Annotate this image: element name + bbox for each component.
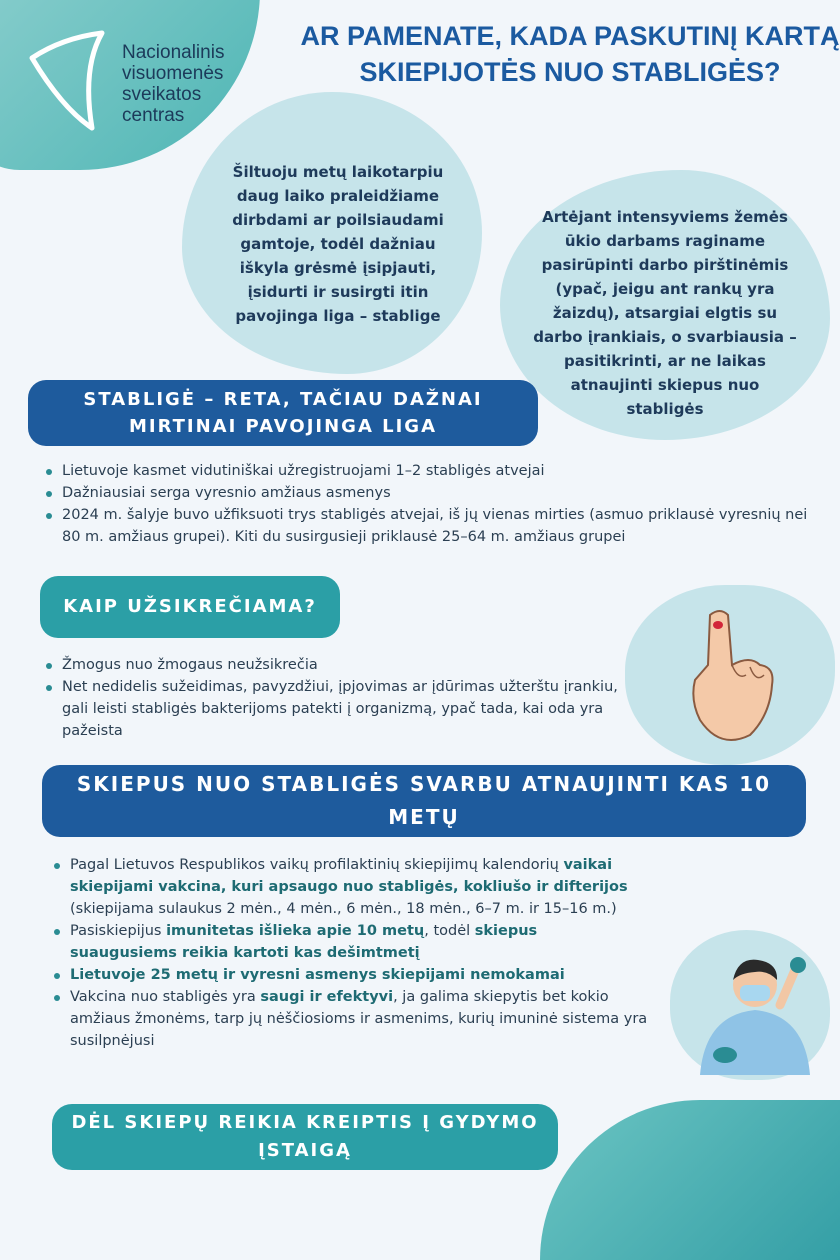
finger-cut-icon — [680, 605, 790, 755]
page-title: AR PAMENATE, KADA PASKUTINĮ KARTĄ SKIEPIJOTĖS NUO STABLIGĖS? — [300, 21, 840, 87]
list-item — [48, 854, 648, 920]
list-item: Net nedidelis sužeidimas, pavyzdžiui, įpjovimas ar įdūrimas užterštu įrankiu, gali leisti stabligės bakterijoms patekti į organizmą, ypač tada, kai oda yra pažeista — [40, 676, 640, 742]
section2-list — [40, 654, 640, 742]
logo-line: centras — [122, 105, 185, 126]
logo-line: visuomenės — [122, 63, 224, 84]
bubble-left-text: Šiltuoju metų laikotarpiu daug laiko praleidžiame dirbdami ar poilsiaudami gamtoje, todėl dažniau iškyla grėsmė įsipjauti, įsidurti ir susirgti itin pavojinga liga – stablige — [232, 163, 444, 325]
item-bold: saugi ir efektyvi — [260, 989, 394, 1005]
list-item: 2024 m. šalyje buvo užfiksuoti trys stabligės atvejai, iš jų vienas mirties (asmuo priklausė vyresnių nei 80 m. amžiaus grupei). Kiti du susirgusieji priklausė 25–64 m. amžiaus grupei — [40, 504, 830, 548]
item-text: Pasiskiepijus — [70, 923, 167, 939]
list-item — [48, 964, 648, 986]
item-text: , ja galima skiepytis bet kokio amžiaus žmonėms, tarp jų nėščiosioms ir asmenims, kurių imuninė sistema yra susilpnėjusi — [70, 989, 648, 1049]
list-item: Dažniausiai serga vyresnio amžiaus asmenys — [40, 482, 830, 504]
section-heading-skiepus: SKIEPUS NUO STABLIGĖS SVARBU ATNAUJINTI KAS 10 METŲ — [42, 765, 806, 837]
logo-mark-icon — [22, 28, 112, 138]
section1-list — [40, 460, 830, 548]
logo — [22, 28, 252, 148]
list-item — [48, 986, 648, 1052]
logo-line: Nacionalinis — [122, 42, 225, 63]
section-heading-stablige: STABLIGĖ – RETA, TAČIAU DAŽNAI MIRTINAI PAVOJINGA LIGA — [28, 380, 538, 446]
item-text: Vakcina nuo stabligės yra — [70, 989, 261, 1005]
footer-banner: DĖL SKIEPŲ REIKIA KREIPTIS Į GYDYMO ĮSTAIGĄ — [52, 1104, 558, 1170]
item-bold: imunitetas išlieka apie 10 metų — [166, 923, 425, 939]
item-bold: vaikai skiepijami vakcina, kuri apsaugo nuo stabligės, kokliušo ir difterijos — [70, 857, 628, 895]
item-text: , todėl — [424, 923, 475, 939]
item-text: Pagal Lietuvos Respublikos vaikų profilaktinių skiepijimų kalendorių — [70, 857, 564, 873]
logo-line: sveikatos — [122, 84, 202, 105]
section-heading-kaip: KAIP UŽSIKREČIAMA? — [40, 576, 340, 638]
list-item — [48, 920, 648, 964]
section3-list — [48, 854, 648, 1052]
item-text: (skiepijama sulaukus 2 mėn., 4 mėn., 6 mėn., 18 mėn., 6–7 m. ir 15–16 m.) — [70, 901, 617, 917]
bubble-right-text: Artėjant intensyviems žemės ūkio darbams raginame pasirūpinti darbo pirštinėmis (ypač, jeigu ant rankų yra žaizdų), atsargiai elgtis su darbo įrankiais, o svarbiausia – pasitikrinti, ar ne laikas atnaujinti skiepus nuo stabligės — [533, 208, 797, 418]
item-bold: skiepus suaugusiems reikia kartoti kas dešimtmetį — [70, 923, 538, 961]
list-item: Lietuvoje kasmet vidutiniškai užregistruojami 1–2 stabligės atvejai — [40, 460, 830, 482]
bottom-corner-wave — [540, 1100, 840, 1260]
doctor-illustration — [680, 945, 830, 1075]
list-item: Žmogus nuo žmogaus neužsikrečia — [40, 654, 640, 676]
item-bold: Lietuvoje 25 metų ir vyresni asmenys skiepijami nemokamai — [70, 967, 565, 983]
